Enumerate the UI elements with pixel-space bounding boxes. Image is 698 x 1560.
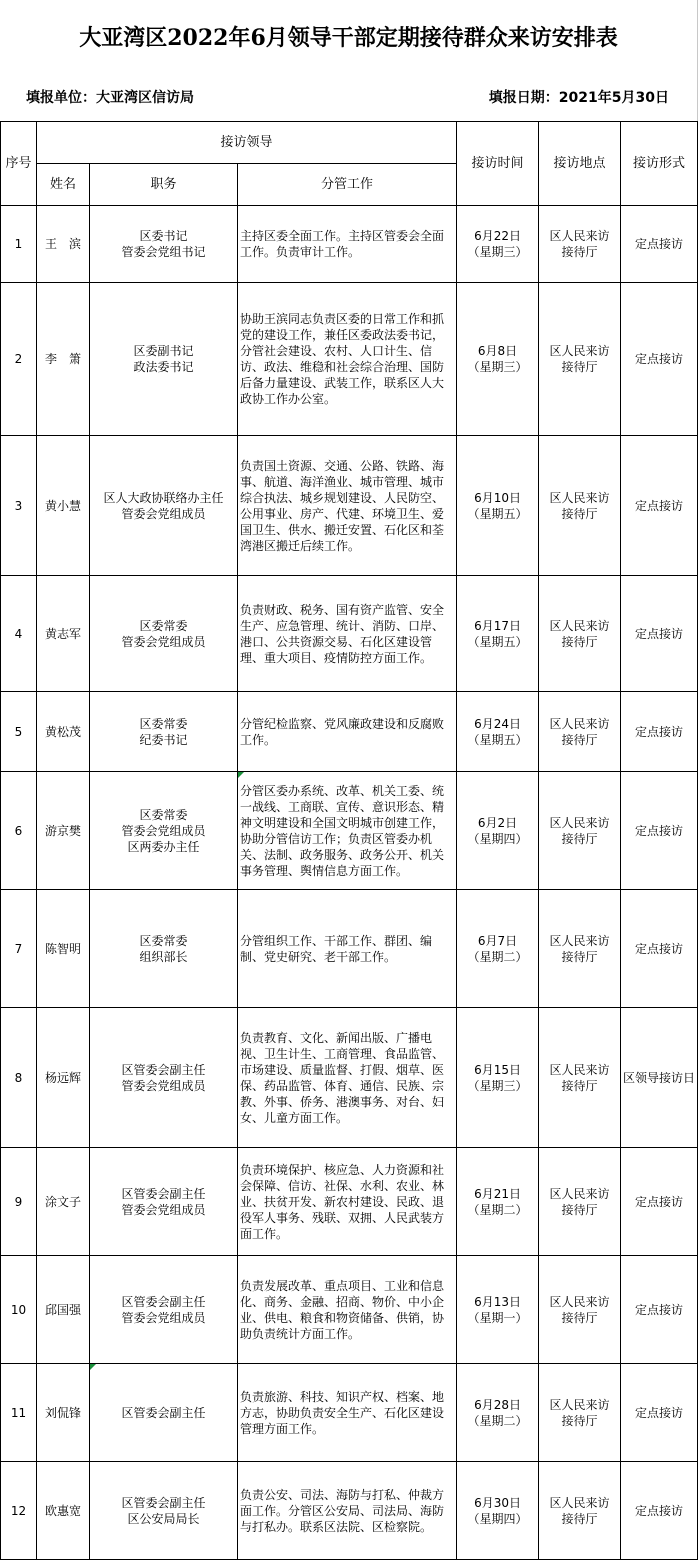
cell-duty: 协助王滨同志负责区委的日常工作和抓党的建设工作，兼任区委政法委书记，分管社会建设、农村、人口计生、信访、政法、维稳和社会综合治理、国防后备力量建设、武装工作，联系区人大政协工作办公室。 bbox=[238, 283, 457, 436]
table-row bbox=[1, 436, 698, 576]
cell-position: 区人大政协联络办主任 管委会党组成员 bbox=[90, 436, 238, 576]
cell-time: 6月2日 （星期四） bbox=[457, 772, 539, 890]
header-position: 职务 bbox=[90, 164, 238, 206]
cell-name: 涂文子 bbox=[37, 1148, 90, 1256]
cell-seq: 4 bbox=[1, 576, 37, 692]
cell-time: 6月22日 （星期三） bbox=[457, 206, 539, 283]
cell-seq: 6 bbox=[1, 772, 37, 890]
cell-place: 区人民来访 接待厅 bbox=[539, 1008, 621, 1148]
cell-place: 区人民来访 接待厅 bbox=[539, 1256, 621, 1364]
table-row bbox=[1, 692, 698, 772]
table-row bbox=[1, 576, 698, 692]
table-row bbox=[1, 1462, 698, 1560]
cell-place: 区人民来访 接待厅 bbox=[539, 890, 621, 1008]
cell-duty: 分管组织工作、干部工作、群团、编制、党史研究、老干部工作。 bbox=[238, 890, 457, 1008]
cell-seq: 7 bbox=[1, 890, 37, 1008]
cell-position: 区管委会副主任 bbox=[90, 1364, 238, 1462]
report-date: 填报日期：2021年5月30日 bbox=[488, 90, 669, 106]
cell-place: 区人民来访 接待厅 bbox=[539, 436, 621, 576]
cell-form: 定点接访 bbox=[621, 772, 698, 890]
table-row bbox=[1, 206, 698, 283]
cell-duty: 负责环境保护、核应急、人力资源和社会保障、信访、社保、水利、农业、林业、扶贫开发、新农村建设、民政、退役军人事务、残联、双拥、人民武装方面工作。 bbox=[238, 1148, 457, 1256]
cell-place: 区人民来访 接待厅 bbox=[539, 1148, 621, 1256]
cell-position: 区委常委 管委会党组成员 区两委办主任 bbox=[90, 772, 238, 890]
table-row bbox=[1, 283, 698, 436]
cell-time: 6月15日 （星期三） bbox=[457, 1008, 539, 1148]
cell-place: 区人民来访 接待厅 bbox=[539, 772, 621, 890]
cell-position: 区委副书记 政法委书记 bbox=[90, 283, 238, 436]
cell-name: 陈智明 bbox=[37, 890, 90, 1008]
cell-form: 定点接访 bbox=[621, 1148, 698, 1256]
cell-seq: 1 bbox=[1, 206, 37, 283]
cell-position: 区管委会副主任 管委会党组成员 bbox=[90, 1148, 238, 1256]
cell-name: 李 箫 bbox=[37, 283, 90, 436]
cell-seq: 2 bbox=[1, 283, 37, 436]
cell-seq: 11 bbox=[1, 1364, 37, 1462]
cell-duty: 负责旅游、科技、知识产权、档案、地方志，协助负责安全生产、石化区建设管理方面工作。 bbox=[238, 1364, 457, 1462]
cell-name: 杨远辉 bbox=[37, 1008, 90, 1148]
header-duty: 分管工作 bbox=[238, 164, 457, 206]
cell-seq: 9 bbox=[1, 1148, 37, 1256]
table-row bbox=[1, 1148, 698, 1256]
cell-name: 游京樊 bbox=[37, 772, 90, 890]
cell-duty: 分管纪检监察、党风廉政建设和反腐败工作。 bbox=[238, 692, 457, 772]
cell-seq: 8 bbox=[1, 1008, 37, 1148]
cell-duty: 负责财政、税务、国有资产监管、安全生产、应急管理、统计、消防、口岸、港口、公共资源交易、石化区建设管理、重大项目、疫情防控方面工作。 bbox=[238, 576, 457, 692]
cell-form: 区领导接访日 bbox=[621, 1008, 698, 1148]
header-time: 接访时间 bbox=[457, 122, 539, 206]
cell-position: 区管委会副主任 管委会党组成员 bbox=[90, 1008, 238, 1148]
cell-place: 区人民来访 接待厅 bbox=[539, 1364, 621, 1462]
header-name: 姓名 bbox=[37, 164, 90, 206]
table-row bbox=[1, 1008, 698, 1148]
header-place: 接访地点 bbox=[539, 122, 621, 206]
document-title: 大亚湾区2022年6月领导干部定期接待群众来访安排表 bbox=[0, 0, 698, 72]
cell-form: 定点接访 bbox=[621, 890, 698, 1008]
cell-duty: 负责发展改革、重点项目、工业和信息化、商务、金融、招商、物价、中小企业、供电、粮食和物资储备、供销，协助负责统计方面工作。 bbox=[238, 1256, 457, 1364]
cell-position: 区委常委 组织部长 bbox=[90, 890, 238, 1008]
cell-duty: 主持区委全面工作。主持区管委会全面工作。负责审计工作。 bbox=[238, 206, 457, 283]
cell-form: 定点接访 bbox=[621, 1364, 698, 1462]
cell-name: 黄小慧 bbox=[37, 436, 90, 576]
cell-name: 刘侃锋 bbox=[37, 1364, 90, 1462]
table-row bbox=[1, 1256, 698, 1364]
cell-name: 王 滨 bbox=[37, 206, 90, 283]
cell-form: 定点接访 bbox=[621, 1462, 698, 1560]
cell-place: 区人民来访 接待厅 bbox=[539, 1462, 621, 1560]
cell-position: 区委书记 管委会党组书记 bbox=[90, 206, 238, 283]
cell-position: 区管委会副主任 管委会党组成员 bbox=[90, 1256, 238, 1364]
cell-position: 区管委会副主任 区公安局局长 bbox=[90, 1462, 238, 1560]
cell-seq: 5 bbox=[1, 692, 37, 772]
cell-duty: 负责国土资源、交通、公路、铁路、海事、航道、海洋渔业、城市管理、城市综合执法、城乡规划建设、人民防空、公用事业、房产、代建、环境卫生、爱国卫生、供水、搬迁安置、石化区和荃湾港区搬迁后续工作。 bbox=[238, 436, 457, 576]
header-form: 接访形式 bbox=[621, 122, 698, 206]
cell-name: 邱国强 bbox=[37, 1256, 90, 1364]
cell-place: 区人民来访 接待厅 bbox=[539, 576, 621, 692]
cell-name: 黄松茂 bbox=[37, 692, 90, 772]
header-seq: 序号 bbox=[1, 122, 37, 206]
cell-duty: 分管区委办系统、改革、机关工委、统一战线、工商联、宣传、意识形态、精神文明建设和全国文明城市创建工作，协助分管信访工作；负责区管委办机关、法制、政务服务、政务公开、机关事务管理、舆情信息方面工作。 bbox=[238, 772, 457, 890]
cell-time: 6月13日 （星期一） bbox=[457, 1256, 539, 1364]
cell-name: 欧惠宽 bbox=[37, 1462, 90, 1560]
table-row bbox=[1, 890, 698, 1008]
cell-seq: 3 bbox=[1, 436, 37, 576]
cell-place: 区人民来访 接待厅 bbox=[539, 206, 621, 283]
cell-time: 6月7日 （星期二） bbox=[457, 890, 539, 1008]
cell-place: 区人民来访 接待厅 bbox=[539, 283, 621, 436]
cell-time: 6月30日 （星期四） bbox=[457, 1462, 539, 1560]
cell-name: 黄志军 bbox=[37, 576, 90, 692]
cell-form: 定点接访 bbox=[621, 283, 698, 436]
cell-form: 定点接访 bbox=[621, 436, 698, 576]
cell-place: 区人民来访 接待厅 bbox=[539, 692, 621, 772]
cell-duty: 负责公安、司法、海防与打私、仲裁方面工作。分管区公安局、司法局、海防与打私办。联系区法院、区检察院。 bbox=[238, 1462, 457, 1560]
cell-time: 6月21日 （星期二） bbox=[457, 1148, 539, 1256]
cell-form: 定点接访 bbox=[621, 692, 698, 772]
cell-form: 定点接访 bbox=[621, 206, 698, 283]
cell-seq: 12 bbox=[1, 1462, 37, 1560]
cell-time: 6月8日 （星期三） bbox=[457, 283, 539, 436]
cell-time: 6月10日 （星期五） bbox=[457, 436, 539, 576]
cell-position: 区委常委 纪委书记 bbox=[90, 692, 238, 772]
cell-form: 定点接访 bbox=[621, 1256, 698, 1364]
table-row bbox=[1, 1364, 698, 1462]
report-meta bbox=[0, 72, 698, 122]
table-row bbox=[1, 772, 698, 890]
schedule-table bbox=[0, 121, 698, 1560]
cell-position: 区委常委 管委会党组成员 bbox=[90, 576, 238, 692]
cell-time: 6月24日 （星期五） bbox=[457, 692, 539, 772]
header-leader-group: 接访领导 bbox=[37, 122, 457, 164]
cell-duty: 负责教育、文化、新闻出版、广播电视、卫生计生、工商管理、食品监管、市场建设、质量监督、打假、烟草、医保、药品监管、体育、通信、民族、宗教、外事、侨务、港澳事务、对台、妇女、儿童方面工作。 bbox=[238, 1008, 457, 1148]
cell-time: 6月17日 （星期五） bbox=[457, 576, 539, 692]
cell-time: 6月28日 （星期二） bbox=[457, 1364, 539, 1462]
report-unit: 填报单位：大亚湾区信访局 bbox=[26, 90, 194, 106]
cell-form: 定点接访 bbox=[621, 576, 698, 692]
cell-seq: 10 bbox=[1, 1256, 37, 1364]
